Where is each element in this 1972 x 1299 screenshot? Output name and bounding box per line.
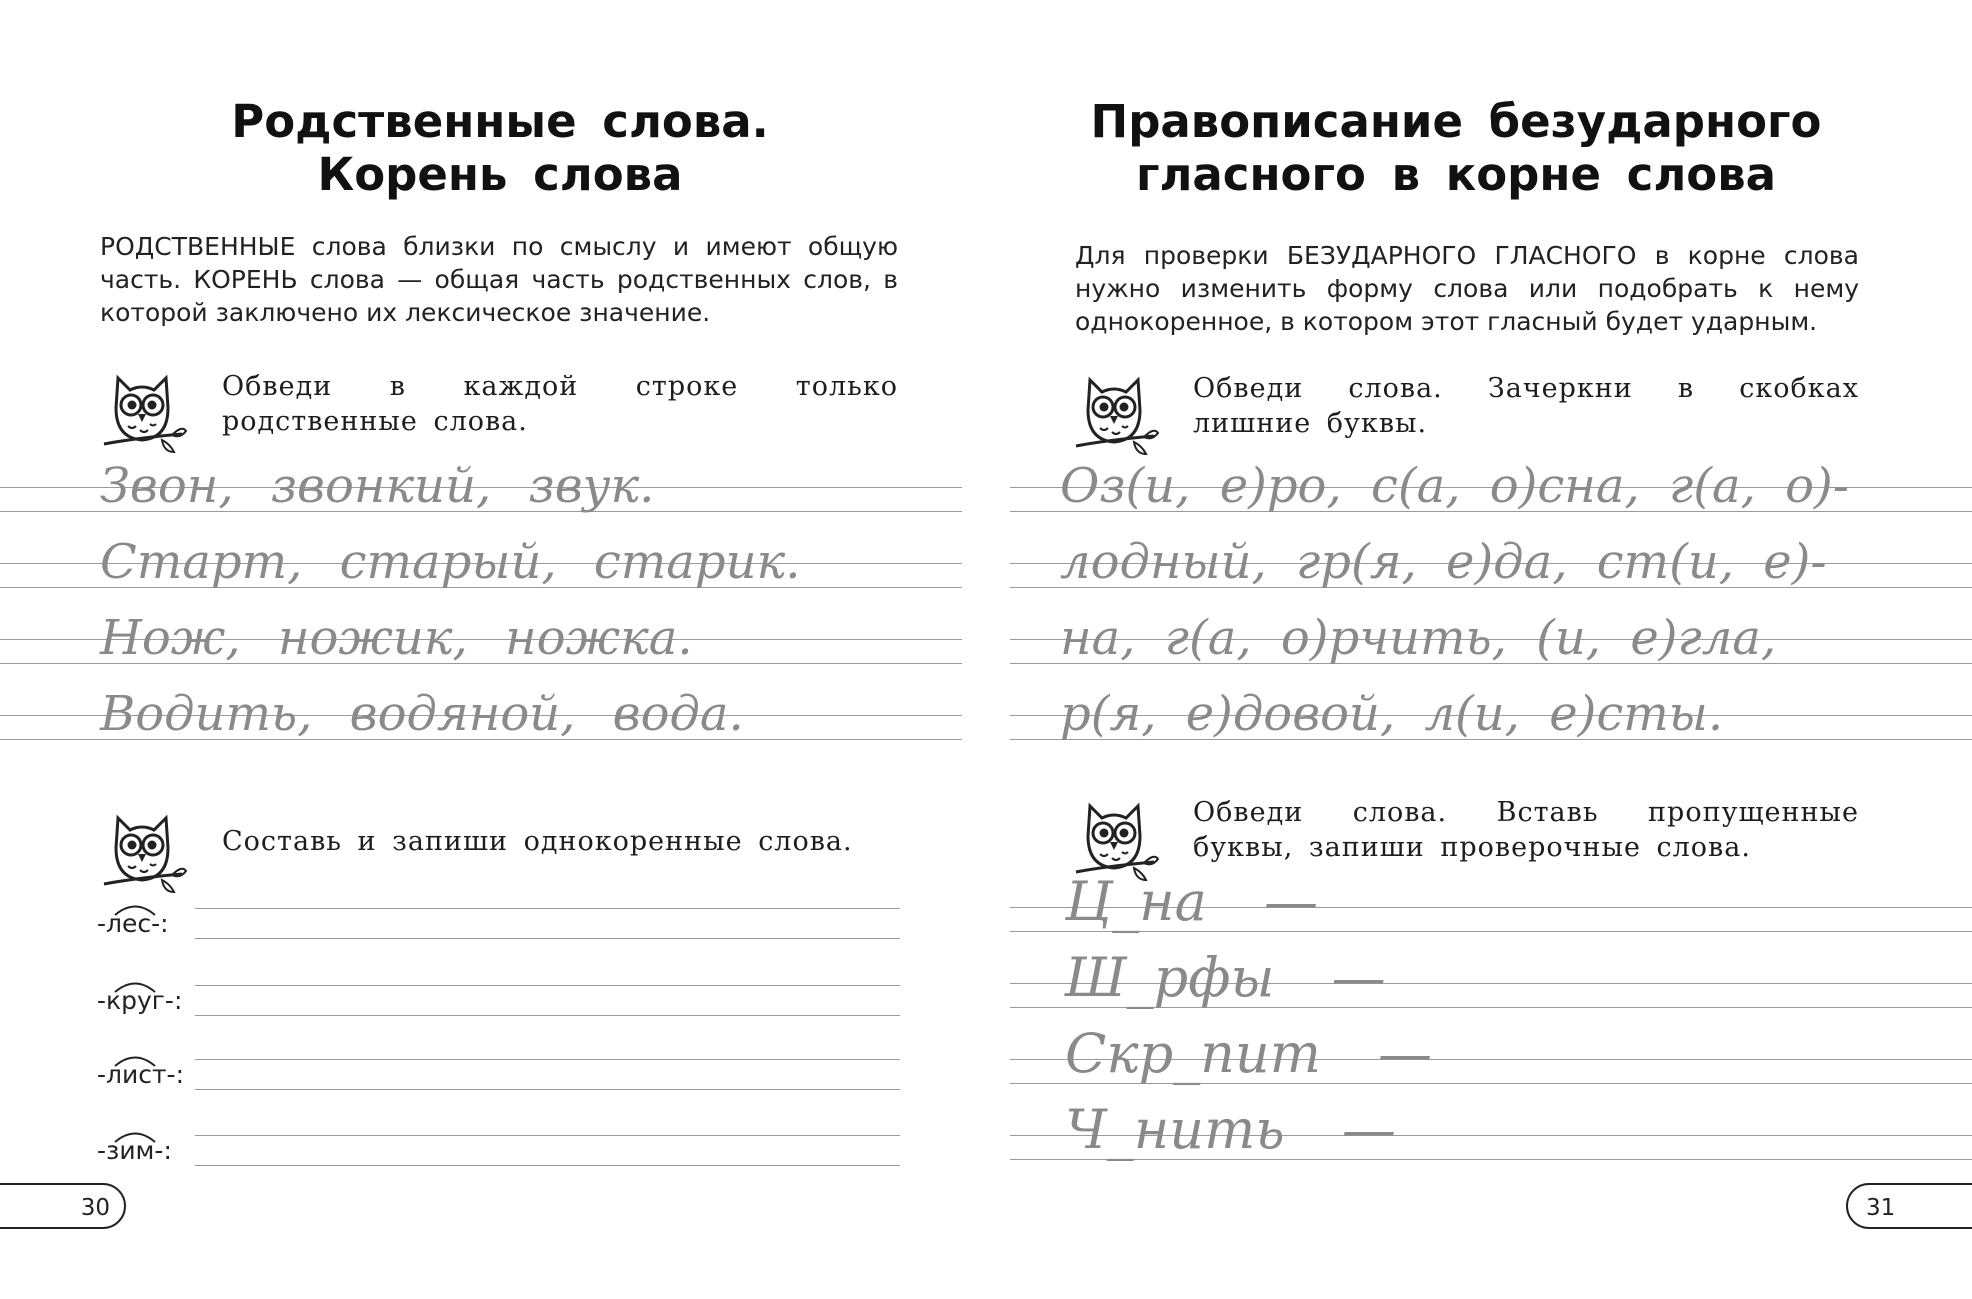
root-label-krug: -круг-: — [97, 986, 183, 1015]
owl-icon — [1068, 366, 1160, 458]
write-line[interactable] — [195, 1015, 900, 1016]
owl-icon — [96, 364, 188, 456]
cursive-word[interactable]: Ш_рфы — — [1065, 946, 1386, 1009]
root-label-les: -лес-: — [97, 909, 169, 938]
left-title-line-1: Родственные слова. — [231, 95, 769, 148]
cursive-line[interactable]: Звон, звонкий, звук. — [100, 458, 655, 514]
left-title-line-2: Корень слова — [317, 148, 683, 201]
left-task-1: Обведи в каждой строке только родственные слова. — [222, 371, 898, 437]
page-number: 30 — [0, 1183, 126, 1229]
cursive-word[interactable]: Скр_пит — — [1065, 1022, 1433, 1085]
write-line[interactable] — [195, 985, 900, 986]
write-line[interactable] — [195, 1135, 900, 1136]
left-task-2: Составь и запиши однокоренные слова. — [222, 826, 853, 857]
cursive-line[interactable]: Водить, водяной, вода. — [100, 686, 744, 742]
write-line[interactable] — [195, 1165, 900, 1166]
cursive-line[interactable]: Нож, ножик, ножка. — [100, 610, 693, 666]
right-title-line-1: Правописание безударного — [1090, 95, 1822, 148]
right-task-2: Обведи слова. Вставь пропущенные буквы, запиши проверочные слова. — [1193, 797, 1859, 863]
right-page-title — [1056, 95, 1856, 201]
cursive-word[interactable]: Ц_на — — [1065, 870, 1319, 933]
root-label-zim: -зим-: — [97, 1136, 172, 1165]
right-copybook-lines — [1010, 460, 1972, 770]
left-rule-text: РОДСТВЕННЫЕ слова близки по смыслу и имеют общую часть. КОРЕНЬ слова — общая часть родственных слов, в которой заключено их лексическое значение. — [100, 232, 898, 327]
right-task-1: Обведи слова. Зачеркни в скобках лишние буквы. — [1193, 373, 1859, 439]
write-line[interactable] — [195, 1059, 900, 1060]
cursive-line[interactable]: Старт, старый, старик. — [100, 534, 801, 590]
root-label-list: -лист-: — [97, 1060, 184, 1089]
cursive-line[interactable]: лодный, гр(я, е)да, ст(и, е)- — [1060, 534, 1827, 590]
write-line[interactable] — [195, 938, 900, 939]
right-page — [986, 0, 1972, 1299]
cursive-line[interactable]: Оз(и, е)ро, с(а, о)сна, г(а, о)- — [1060, 458, 1849, 514]
cursive-line[interactable]: на, г(а, о)рчить, (и, е)гла, — [1060, 610, 1777, 666]
page-number: 31 — [1846, 1183, 1972, 1229]
owl-icon — [96, 804, 188, 896]
write-line[interactable] — [195, 1089, 900, 1090]
right-rule-text: Для проверки БЕЗУДАРНОГО ГЛАСНОГО в корне слова нужно изменить форму слова или подобрать к нему однокоренное, в котором этот гласный будет ударным. — [1075, 241, 1859, 336]
right-copybook-lines-2 — [1010, 870, 1972, 1190]
left-page-title — [150, 95, 850, 201]
right-title-line-2: гласного в корне слова — [1135, 148, 1777, 201]
left-copybook-lines — [0, 460, 962, 770]
cursive-line[interactable]: р(я, е)довой, л(и, е)сты. — [1060, 686, 1724, 742]
cursive-word[interactable]: Ч_нить — — [1065, 1098, 1396, 1161]
write-line[interactable] — [195, 908, 900, 909]
